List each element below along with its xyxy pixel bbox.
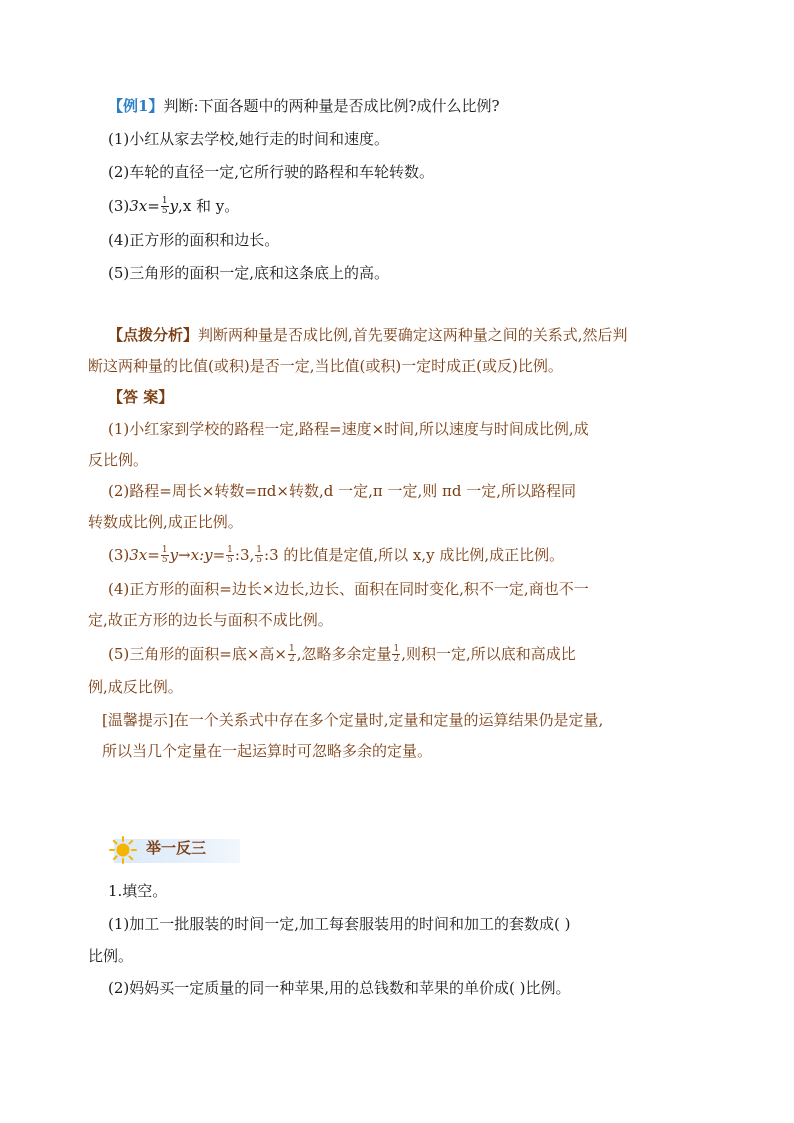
exercise-title: 1.填空。 [108, 882, 168, 900]
sun-icon [108, 835, 138, 865]
exercise-q2: (2)妈妈买一定质量的同一种苹果,用的总钱数和苹果的单价成( )比例。 [108, 979, 571, 997]
answer-2-line-1: (2)路程=周长×转数=πd×转数,d 一定,π 一定,则 πd 一定,所以路程同 [108, 482, 577, 500]
example-question: 【例1】判断:下面各题中的两种量是否成比例?成什么比例? [108, 97, 500, 115]
example-item-5: (5)三角形的面积一定,底和这条底上的高。 [108, 264, 390, 282]
answer-5-line-2: 例,成反比例。 [88, 678, 183, 696]
example-item-1: (1)小红从家去学校,她行走的时间和速度。 [108, 130, 390, 148]
tip-line-2: 所以当几个定量在一起运算时可忽略多余的定量。 [102, 742, 433, 760]
example-item-4: (4)正方形的面积和边长。 [108, 231, 280, 249]
answer-3: (3)3x= $\frac{1}{5}$ y→x:y= $\frac{1}{5}$ :3, $\frac{1}{5}$ :3 的比值是定值,所以 x,y 成比例,成正比例。 [108, 544, 565, 565]
answer-2-line-2: 转数成比例,成正比例。 [88, 513, 243, 531]
example-item-2: (2)车轮的直径一定,它所行驶的路程和车轮转数。 [108, 163, 435, 181]
answer-5-line-1: (5)三角形的面积=底×高× $\frac{1}{2}$ ,忽略多余定量 $\frac{1}{2}$ ,则积一定,所以底和高成比 [108, 643, 576, 664]
answer-4-line-2: 定,故正方形的边长与面积不成比例。 [88, 611, 333, 629]
answer-tag: 【答 案】 [108, 388, 174, 406]
tip-line-1: [温馨提示]在一个关系式中存在多个定量时,定量和定量的运算结果仍是定量, [102, 711, 604, 729]
example-item-3: (3)3x= $\frac{1}{5}$ y,x 和 y。 [108, 195, 240, 216]
exercise-q1-line-1: (1)加工一批服装的时间一定,加工每套服装用的时间和加工的套数成( ) [108, 915, 571, 933]
fraction-one-fifth: $\frac{1}{5}$ [161, 195, 168, 216]
analysis-tag: 【点拨分析】 [108, 326, 199, 344]
section-title: 举一反三 [146, 839, 207, 857]
analysis-line-1: 【点拨分析】判断两种量是否成比例,首先要确定这两种量之间的关系式,然后判 [108, 326, 628, 344]
example-tag: 【例1】 [108, 97, 164, 115]
answer-1-line-1: (1)小红家到学校的路程一定,路程=速度×时间,所以速度与时间成比例,成 [108, 420, 589, 438]
section-banner [108, 833, 240, 865]
exercise-q1-line-2: 比例。 [88, 947, 134, 965]
answer-4-line-1: (4)正方形的面积=边长×边长,边长、面积在同时变化,积不一定,商也不一 [108, 580, 589, 598]
answer-1-line-2: 反比例。 [88, 451, 149, 469]
analysis-line-2: 断这两种量的比值(或积)是否一定,当比值(或积)一定时成正(或反)比例。 [88, 357, 563, 375]
